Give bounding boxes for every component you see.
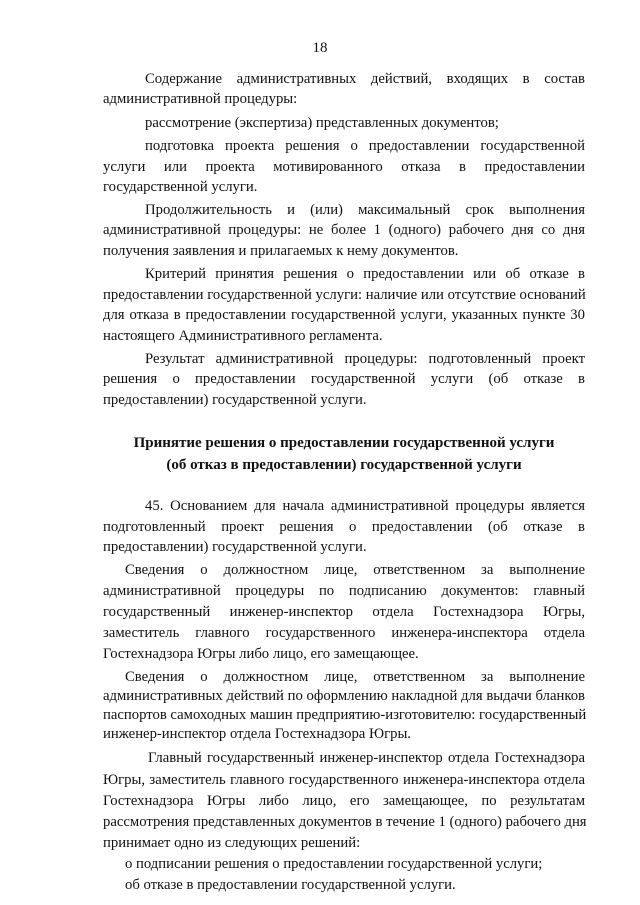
text-line: рассмотрения представленных документов в течение 1 (одного) рабочего дня <box>103 814 587 830</box>
text-line: Содержание административных действий, входящих в состав <box>145 71 585 87</box>
text-line: Главный государственный инженер-инспектор отдела Гостехнадзора <box>148 750 585 766</box>
text-line: государственной услуги. <box>103 179 258 195</box>
text-line: паспортов самоходных машин предприятию-изготовителю: государственный <box>103 707 587 723</box>
list-item: об отказе в предоставлении государственной услуги. <box>125 877 456 893</box>
text-line: административных действий по оформлению накладной для выдачи бланков <box>103 688 585 704</box>
text-line: Сведения о должностном лице, ответственном за выполнение <box>125 669 585 685</box>
text-line: предоставлении) государственной услуги. <box>103 539 367 555</box>
text-line: Критерий принятия решения о предоставлении или об отказе в <box>145 266 585 282</box>
text-line: Гостехнадзора Югры либо лицо, его замещающее, по результатам <box>103 793 585 809</box>
text-line: Продолжительность и (или) максимальный срок выполнения <box>145 202 585 218</box>
text-line: административной процедуры по подписанию документов: главный <box>103 583 585 599</box>
section-heading: (об отказ в предоставлении) государственной услуги <box>166 457 522 473</box>
text-line: Результат административной процедуры: подготовленный проект <box>145 351 585 367</box>
text-line: получения заявления и прилагаемых к нему документов. <box>103 243 459 259</box>
list-item: о подписании решения о предоставлении государственной услуги; <box>125 856 543 872</box>
text-line: рассмотрение (экспертиза) представленных документов; <box>145 115 499 131</box>
text-line: административной процедуры: не более 1 (одного) рабочего дня со дня <box>103 222 585 238</box>
text-line: настоящего Административного регламента. <box>103 328 383 344</box>
text-line: Сведения о должностном лице, ответственном за выполнение <box>125 562 585 578</box>
text-line: государственный инженер-инспектор отдела Гостехнадзора Югры, <box>103 604 585 620</box>
text-line: заместитель главного государственного инженера-инспектора отдела <box>103 625 585 641</box>
page-number: 18 <box>312 40 328 56</box>
text-line: подготовленный проект решения о предоставлении (об отказе в <box>103 519 585 535</box>
text-line: принимает одно из следующих решений: <box>103 835 361 851</box>
text-line: инженер-инспектор отдела Гостехнадзора Югры. <box>103 726 411 742</box>
text-line: 45. Основанием для начала административной процедуры является <box>145 498 585 514</box>
text-line: Гостехнадзора Югры либо лицо, его замещающее. <box>103 646 419 662</box>
text-line: для отказа в предоставлении государственной услуги, указанных пункте 30 <box>103 307 585 323</box>
text-line: административной процедуры: <box>103 91 298 107</box>
text-line: подготовка проекта решения о предоставлении государственной <box>145 138 585 154</box>
text-line: Югры, заместитель главного государственного инженера-инспектора отдела <box>103 772 585 788</box>
text-line: предоставлении государственной услуги: наличие или отсутствие оснований <box>103 287 586 303</box>
section-heading: Принятие решения о предоставлении государственной услуги <box>133 435 555 451</box>
text-line: решения о предоставлении государственной услуги (об отказе в <box>103 371 585 387</box>
text-line: услуги или проекта мотивированного отказа в предоставлении <box>103 159 585 175</box>
text-line: предоставлении) государственной услуги. <box>103 392 367 408</box>
